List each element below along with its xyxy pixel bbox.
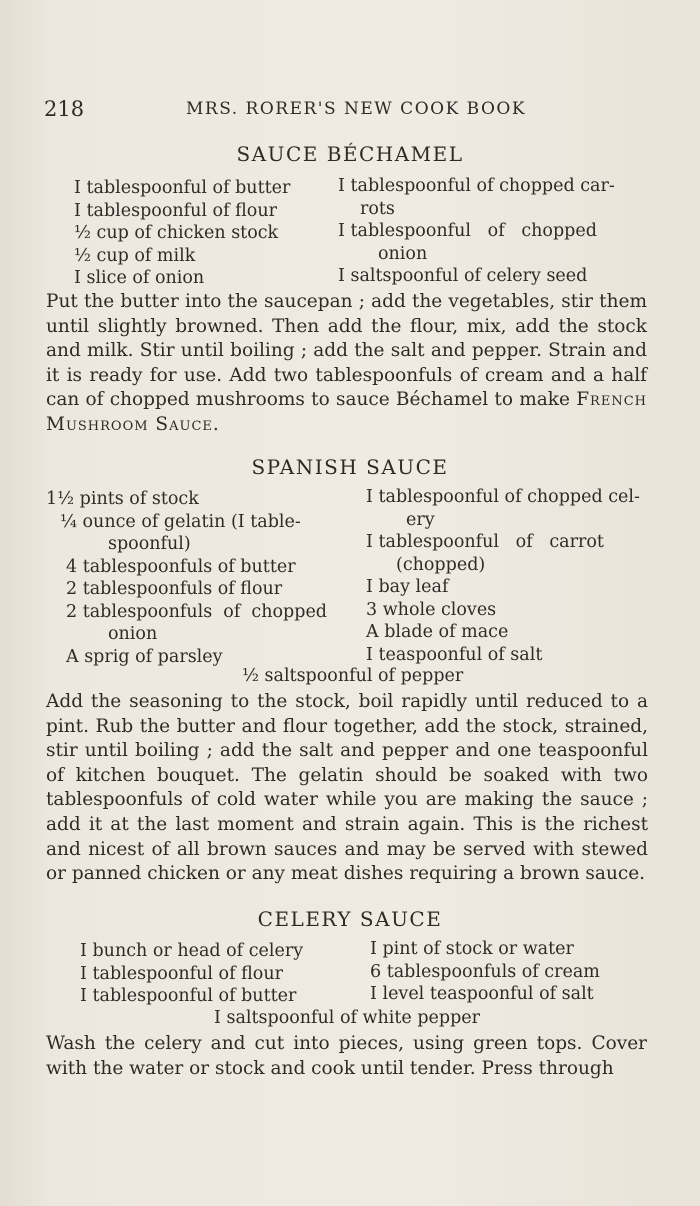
- instructions-bechamel: [46, 290, 647, 438]
- instructions-small-caps: French Mushroom Sauce.: [46, 389, 647, 435]
- page-number: 218: [44, 97, 85, 121]
- recipe-title-bechamel: SAUCE BÉCHAMEL: [236, 142, 464, 166]
- ingredient-continued: onion: [378, 243, 428, 264]
- ingredient-continued: rots: [360, 198, 395, 219]
- ingredients-right-celery: [370, 938, 600, 1006]
- ingredient: 1½ pints of stock: [46, 489, 199, 509]
- ingredient: ½ cup of milk: [74, 245, 196, 266]
- ingredient: A sprig of parsley: [66, 646, 223, 667]
- ingredient-centered-spanish: ½ saltspoonful of pepper: [242, 666, 464, 686]
- recipe-title-celery: CELERY SAUCE: [257, 907, 443, 931]
- ingredient: I tablespoonful of carrot: [366, 532, 604, 552]
- ingredient: I tablespoonful of butter: [74, 178, 291, 198]
- ingredient-centered-celery: I saltspoonful of white pepper: [214, 1008, 481, 1028]
- ingredient-continued: ery: [406, 509, 435, 530]
- instructions-spanish: Add the seasoning to the stock, boil rapidly until reduced to a pint. Rub the butter and flour together, add the stock, strained, stir until boiling ; add the salt and pepper and one teaspoonful of kitchen bouquet. The gelatin should be soaked with two tablespoonfuls of cold water while you are making the sauce ; add it at the last moment and strain again. This is the richest and nicest of all brown sauces and may be served with stewed or panned chicken or any meat dishes requiring a brown sauce.: [46, 691, 648, 885]
- ingredient: 3 whole cloves: [366, 599, 497, 620]
- ingredient: I tablespoonful of chopped cel-: [366, 487, 640, 507]
- ingredients-right-spanish: [366, 486, 640, 666]
- ingredient: 6 tablespoonfuls of cream: [370, 961, 600, 982]
- ingredient: ¼ ounce of gelatin (I table-: [60, 511, 301, 532]
- ingredients-left-spanish: [46, 488, 327, 668]
- ingredient-continued: spoonful): [108, 534, 191, 554]
- ingredient: I tablespoonful of flour: [80, 963, 283, 984]
- ingredient: I bay leaf: [366, 577, 449, 597]
- ingredient: I level teaspoonful of salt: [370, 984, 594, 1004]
- ingredient: I slice of onion: [74, 268, 205, 288]
- running-head: [44, 97, 640, 123]
- ingredient: I tablespoonful of chopped: [338, 221, 597, 241]
- ingredient: A blade of mace: [366, 622, 509, 642]
- ingredient-continued: onion: [108, 624, 158, 644]
- ingredient: I tablespoonful of butter: [80, 986, 297, 1006]
- ingredient: I teaspoonful of salt: [366, 644, 543, 665]
- ingredients-left-bechamel: [74, 177, 290, 290]
- ingredient: I saltspoonful of celery seed: [338, 266, 588, 286]
- book-title: MRS. RORER'S NEW COOK BOOK: [186, 99, 527, 119]
- ingredients-left-celery: [80, 940, 303, 1008]
- ingredient: 4 tablespoonfuls of butter: [66, 556, 296, 577]
- ingredient: I tablespoonful of flour: [74, 200, 277, 221]
- instructions-celery: Wash the celery and cut into pieces, using green tops. Cover with the water or stock and cook until tender. Press through: [46, 1033, 647, 1079]
- ingredient: ½ cup of chicken stock: [74, 223, 279, 243]
- ingredient: 2 tablespoonfuls of flour: [66, 579, 283, 599]
- recipe-title-spanish: SPANISH SAUCE: [251, 455, 449, 479]
- ingredients-right-bechamel: [338, 175, 615, 288]
- ingredient: 2 tablespoonfuls of chopped: [66, 601, 328, 622]
- ingredient-continued: (chopped): [396, 554, 486, 575]
- instructions-text: Put the butter into the saucepan ; add the vegetables, stir them until slightly browned. Then add the flour, mix, add the stock and milk. Stir until boiling ; add the salt and pepper. Strain and it is ready for use. Add two tablespoonfuls of cream and a half can of chopped mushrooms to sauce Béchamel to make: [46, 291, 647, 411]
- ingredient: I bunch or head of celery: [80, 941, 304, 961]
- ingredient: I tablespoonful of chopped car-: [338, 176, 615, 196]
- ingredient: I pint of stock or water: [370, 939, 574, 959]
